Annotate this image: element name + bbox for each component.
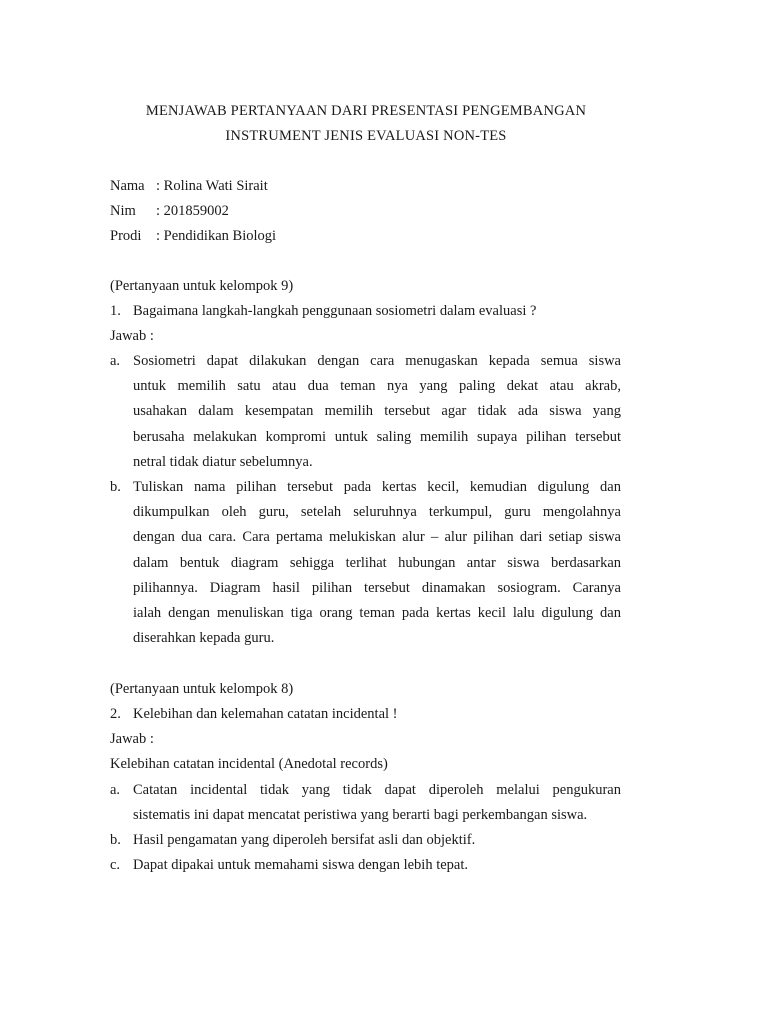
section1-question: Bagaimana langkah-langkah penggunaan sosiometri dalam evaluasi ? <box>133 303 537 319</box>
identity-name-label: Nama <box>110 178 145 194</box>
identity-nim-value: : 201859002 <box>156 203 229 219</box>
text-line: dalam bentuk diagram sehigga terlihat hubungan antar siswa berdasarkan <box>133 554 621 571</box>
section1-item-a-text <box>133 349 621 475</box>
section2-subheading: Kelebihan catatan incidental (Anedotal records) <box>110 756 388 772</box>
section1-item-b-marker: b. <box>110 479 121 495</box>
text-line: untuk memilih satu atau dua teman nya yang paling dekat atau akrab, <box>133 378 621 395</box>
section2-item-c-marker: c. <box>110 857 121 873</box>
identity-prodi-row <box>110 228 276 245</box>
text-line: diserahkan kepada guru. <box>133 630 275 647</box>
identity-nim-row <box>110 203 229 220</box>
document-title-line-1: MENJAWAB PERTANYAAN DARI PRESENTASI PENGEMBANGAN <box>145 103 587 119</box>
section2-item-b-text: Hasil pengamatan yang diperoleh bersifat asli dan objektif. <box>133 832 476 848</box>
text-line: Catatan incidental tidak yang tidak dapat diperoleh melalui pengukuran <box>133 782 621 798</box>
section1-item-b-text <box>133 475 621 651</box>
identity-name-row <box>110 178 268 195</box>
text-line: dengan dua cara. Cara pertama melukiskan alur – alur pilihan dari setiap siswa <box>133 529 621 546</box>
identity-nim-label: Nim <box>110 203 136 219</box>
section2-question: Kelebihan dan kelemahan catatan incidental ! <box>133 706 398 722</box>
section2-item-b-marker: b. <box>110 832 121 848</box>
section1-answer-label: Jawab : <box>110 328 154 344</box>
section2-heading: (Pertanyaan untuk kelompok 8) <box>110 681 294 697</box>
identity-prodi-value: : Pendidikan Biologi <box>156 228 277 244</box>
text-line: usahakan dalam kesempatan memilih tersebut agar tidak ada siswa yang <box>133 403 621 420</box>
section1-question-number: 1. <box>110 303 121 319</box>
section1-heading: (Pertanyaan untuk kelompok 9) <box>110 278 294 294</box>
text-line: ialah dengan menuliskan tiga orang teman pada kertas kecil lalu digulung dan <box>133 604 621 621</box>
section2-item-c-text: Dapat dipakai untuk memahami siswa dengan lebih tepat. <box>133 857 469 873</box>
text-line: sistematis ini dapat mencatat peristiwa yang berarti bagi perkembangan siswa. <box>133 807 588 824</box>
section2-item-a-text <box>133 778 621 828</box>
text-line: Tuliskan nama pilihan tersebut pada kertas kecil, kemudian digulung dan <box>133 479 621 495</box>
section2-question-number: 2. <box>110 706 121 722</box>
identity-name-value: : Rolina Wati Sirait <box>156 178 268 194</box>
text-line: berusaha melakukan kompromi untuk saling memilih supaya pilihan tersebut <box>133 428 621 445</box>
text-line: Sosiometri dapat dilakukan dengan cara menugaskan kepada semua siswa <box>133 353 621 369</box>
section2-item-a-marker: a. <box>110 782 121 798</box>
section1-item-a-marker: a. <box>110 353 121 369</box>
identity-prodi-label: Prodi <box>110 228 142 244</box>
text-line: netral tidak diatur sebelumnya. <box>133 453 313 470</box>
text-line: pilihannya. Diagram hasil pilihan tersebut dinamakan sosiogram. Caranya <box>133 579 621 596</box>
section2-answer-label: Jawab : <box>110 731 154 747</box>
document-title-line-2: INSTRUMENT JENIS EVALUASI NON-TES <box>225 128 507 144</box>
text-line: dikumpulkan oleh guru, setelah seluruhnya terkumpul, guru mengolahnya <box>133 504 621 521</box>
